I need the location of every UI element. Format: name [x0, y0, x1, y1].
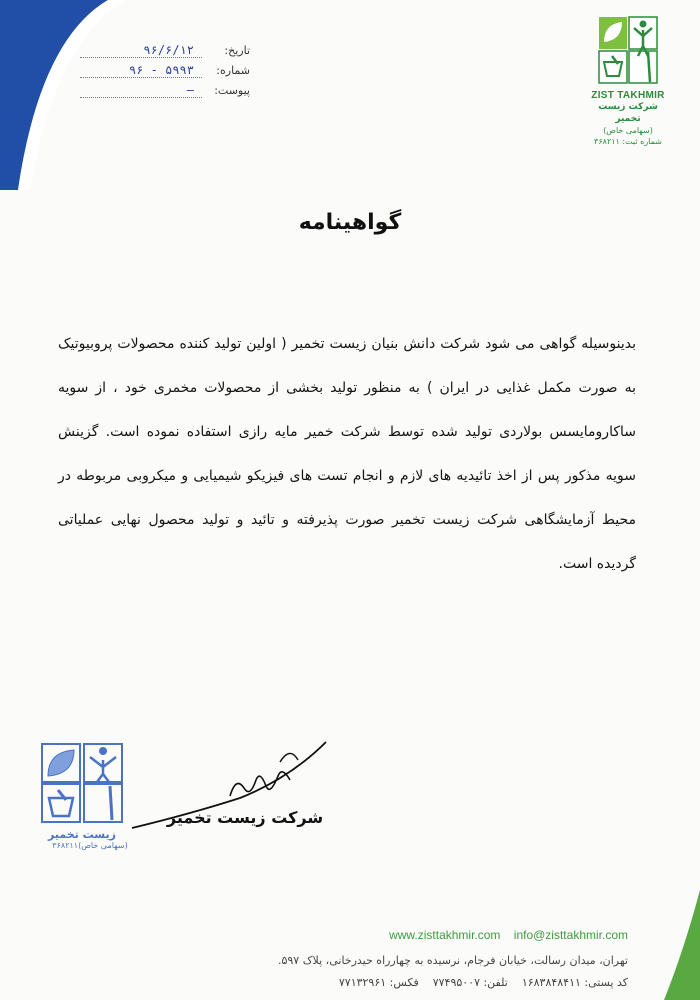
logo-company-fa: شرکت زیست تخمیر	[598, 102, 658, 124]
footer-fax: فکس: ۷۷۱۳۲۹۶۱	[338, 976, 419, 989]
logo-brand-en: ZIST TAKHMIR	[591, 90, 665, 101]
attachment-value: —	[80, 83, 202, 98]
footer-contact	[158, 976, 628, 989]
logo-registration: شماره ثبت: ۳۶۸۲۱۱	[594, 137, 662, 146]
date-label: تاریخ:	[224, 43, 250, 57]
logo-icon	[598, 16, 658, 84]
website-link[interactable]: www.zisttakhmir.com	[389, 928, 501, 942]
email-link[interactable]: info@zisttakhmir.com	[513, 928, 628, 942]
footer-address: تهران، میدان رسالت، خیابان فرجام، نرسیده به چهارراه حیدرخانی، پلاک ۵۹۷.	[277, 954, 628, 967]
number-label: شماره:	[216, 63, 250, 77]
logo-company-type: (سهامی خاص)	[603, 126, 653, 135]
stamp-company-name: زیست تخمیر	[48, 828, 116, 841]
corner-decoration-green	[664, 890, 700, 1000]
attachment-label: پیوست:	[214, 83, 250, 97]
footer-postal: کد پستی: ۱۶۸۳۸۴۸۴۱۱	[521, 976, 628, 989]
footer-web	[158, 928, 628, 942]
body-paragraph: بدینوسیله گواهی می شود شرکت دانش بنیان زیست تخمیر ( اولین تولید کننده محصولات پروبیوتیک به صورت مکمل غذایی در ایران ) به منظور تولید بخشی از محصولات مخمری خود ، از سویه ساکارومایسس بولاردی تولید شده توسط شرکت خمیر مایه رازی استفاده نموده است. گزینش سویه مذکور پس از اخذ تائیدیه های لازم و انجام تست های فیزیکو شیمیایی و میکروبی مربوطه در محیط آزمایشگاهی شرکت زیست تخمیر صورت پذیرفته و تائید و تولید محصول نهایی عملیاتی گردیده است.	[58, 336, 636, 572]
date-row	[80, 40, 250, 60]
attachment-row	[80, 80, 250, 100]
document-title: گواهینامه	[298, 210, 402, 235]
document-body	[58, 322, 636, 586]
stamp-icon	[40, 742, 124, 824]
stamp-subtitle: (سهامی خاص)۳۶۸۲۱۱	[52, 841, 128, 850]
date-value: ۹۶/۶/۱۲	[80, 43, 202, 58]
company-logo	[586, 16, 670, 147]
signatory-name: شرکت زیست تخمیر	[166, 808, 324, 827]
letter-footer	[158, 928, 628, 989]
footer-phone: تلفن: ۷۷۴۹۵۰۰۷	[432, 976, 508, 989]
number-value: ۹۶ - ۵۹۹۳	[80, 63, 202, 78]
number-row	[80, 60, 250, 80]
letter-meta	[80, 40, 250, 100]
